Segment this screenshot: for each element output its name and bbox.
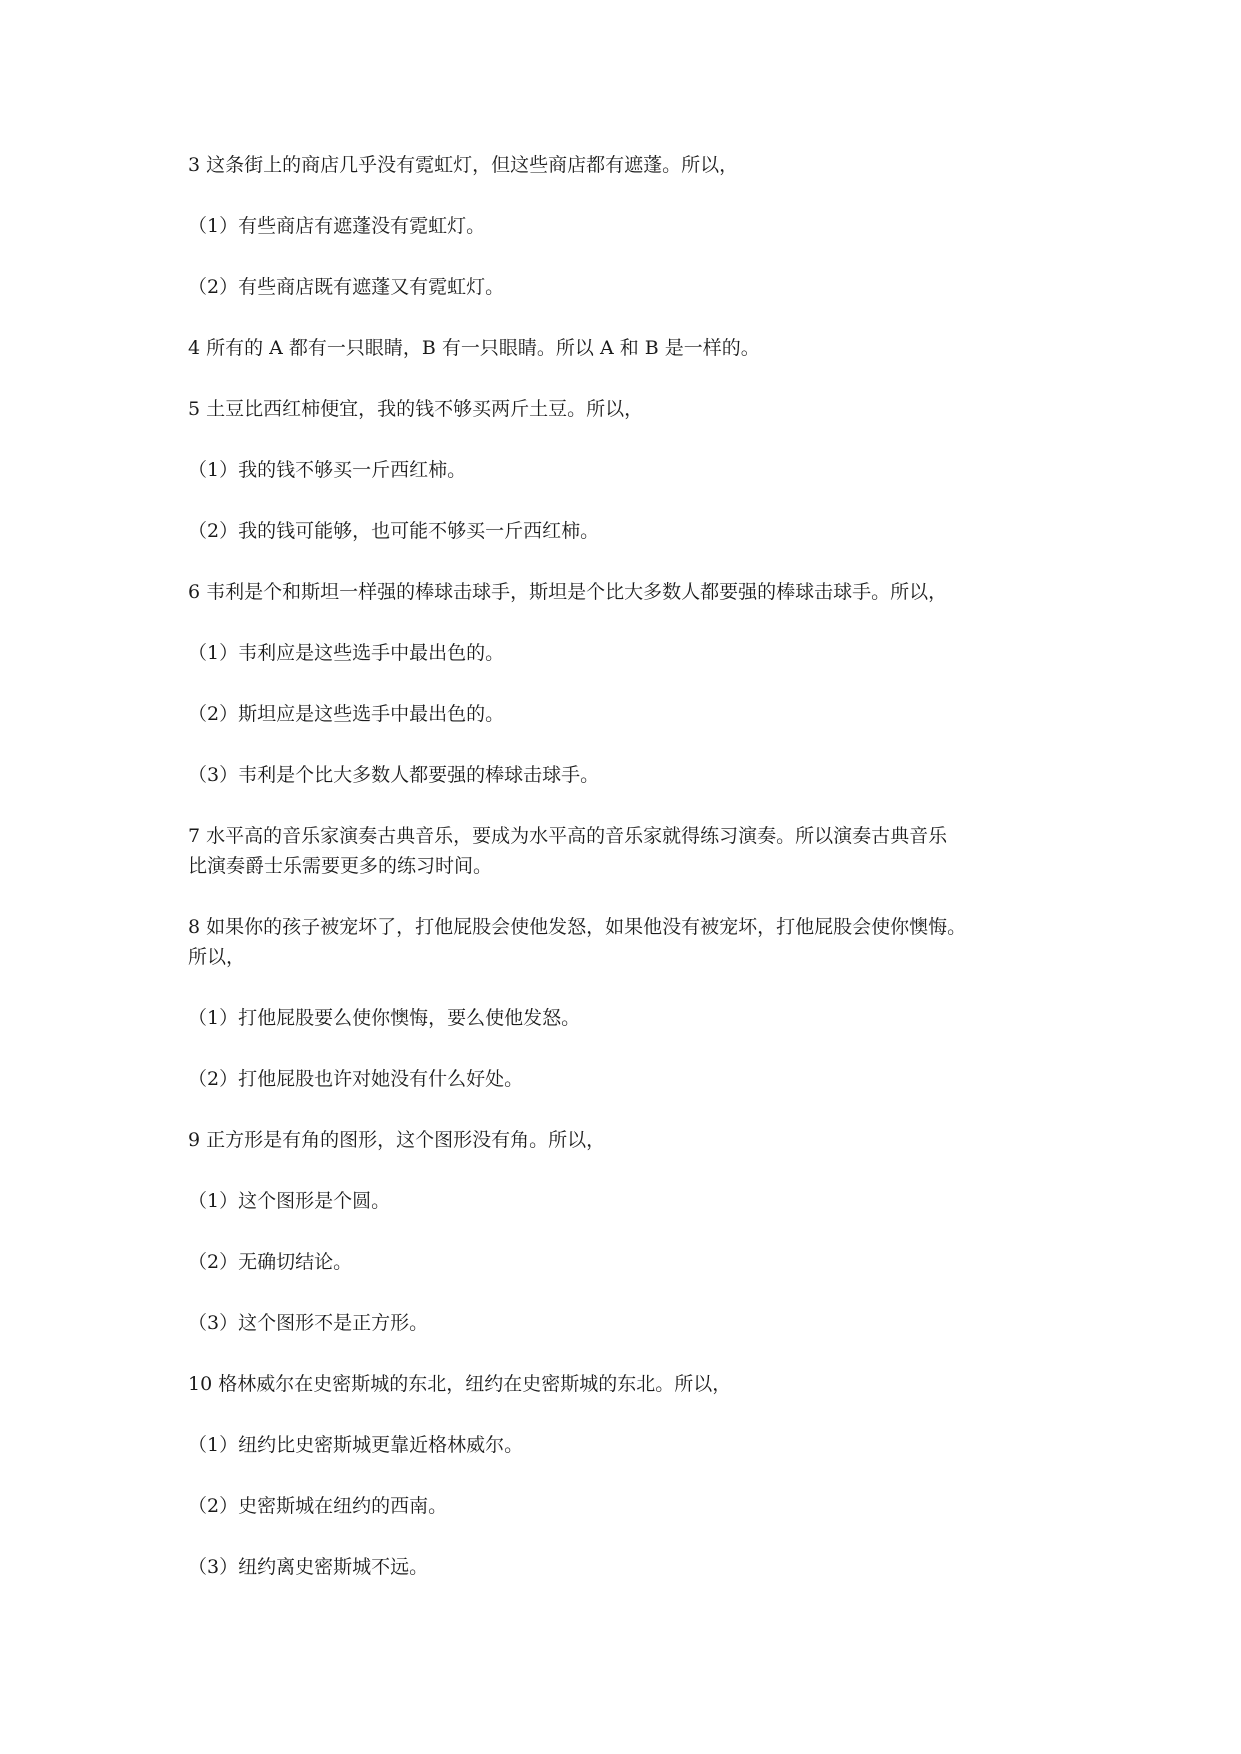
question-8 <box>188 912 1068 972</box>
question-8-option-1: （1）打他屁股要么使你懊悔，要么使他发怒。 <box>188 1007 581 1029</box>
question-6-option-3: （3）韦利是个比大多数人都要强的棒球击球手。 <box>188 764 600 786</box>
question-5-option-2: （2）我的钱可能够，也可能不够买一斤西红柿。 <box>188 520 600 542</box>
question-9-option-1: （1）这个图形是个圆。 <box>188 1190 391 1212</box>
question-3: 3 这条街上的商店几乎没有霓虹灯，但这些商店都有遮蓬。所以， <box>188 154 739 176</box>
question-7-line-1: 7 水平高的音乐家演奏古典音乐，要成为水平高的音乐家就得练习演奏。所以演奏古典音乐 <box>188 825 948 847</box>
question-list <box>188 150 1068 1613</box>
question-10: 10 格林威尔在史密斯城的东北，纽约在史密斯城的东北。所以， <box>188 1373 732 1395</box>
question-4: 4 所有的 A 都有一只眼睛，B 有一只眼睛。所以 A 和 B 是一样的。 <box>188 337 760 359</box>
question-5: 5 土豆比西红柿便宜，我的钱不够买两斤土豆。所以， <box>188 398 644 420</box>
question-8-option-2: （2）打他屁股也许对她没有什么好处。 <box>188 1068 524 1090</box>
question-8-line-1: 8 如果你的孩子被宠坏了，打他屁股会使他发怒，如果他没有被宠坏，打他屁股会使你懊悔。 <box>188 916 967 938</box>
question-10-option-1: （1）纽约比史密斯城更靠近格林威尔。 <box>188 1434 524 1456</box>
question-3-option-1: （1）有些商店有遮蓬没有霓虹灯。 <box>188 215 486 237</box>
question-6: 6 韦利是个和斯坦一样强的棒球击球手，斯坦是个比大多数人都要强的棒球击球手。所以， <box>188 581 948 603</box>
question-3-option-2: （2）有些商店既有遮蓬又有霓虹灯。 <box>188 276 505 298</box>
question-7-line-2: 比演奏爵士乐需要更多的练习时间。 <box>188 855 493 877</box>
question-10-option-3: （3）纽约离史密斯城不远。 <box>188 1556 429 1578</box>
question-9-option-3: （3）这个图形不是正方形。 <box>188 1312 429 1334</box>
question-10-option-2: （2）史密斯城在纽约的西南。 <box>188 1495 448 1517</box>
question-9: 9 正方形是有角的图形，这个图形没有角。所以， <box>188 1129 606 1151</box>
question-7 <box>188 821 1068 881</box>
question-5-option-1: （1）我的钱不够买一斤西红柿。 <box>188 459 467 481</box>
question-6-option-1: （1）韦利应是这些选手中最出色的。 <box>188 642 505 664</box>
question-6-option-2: （2）斯坦应是这些选手中最出色的。 <box>188 703 505 725</box>
question-9-option-2: （2）无确切结论。 <box>188 1251 353 1273</box>
question-8-line-2: 所以， <box>188 946 246 968</box>
